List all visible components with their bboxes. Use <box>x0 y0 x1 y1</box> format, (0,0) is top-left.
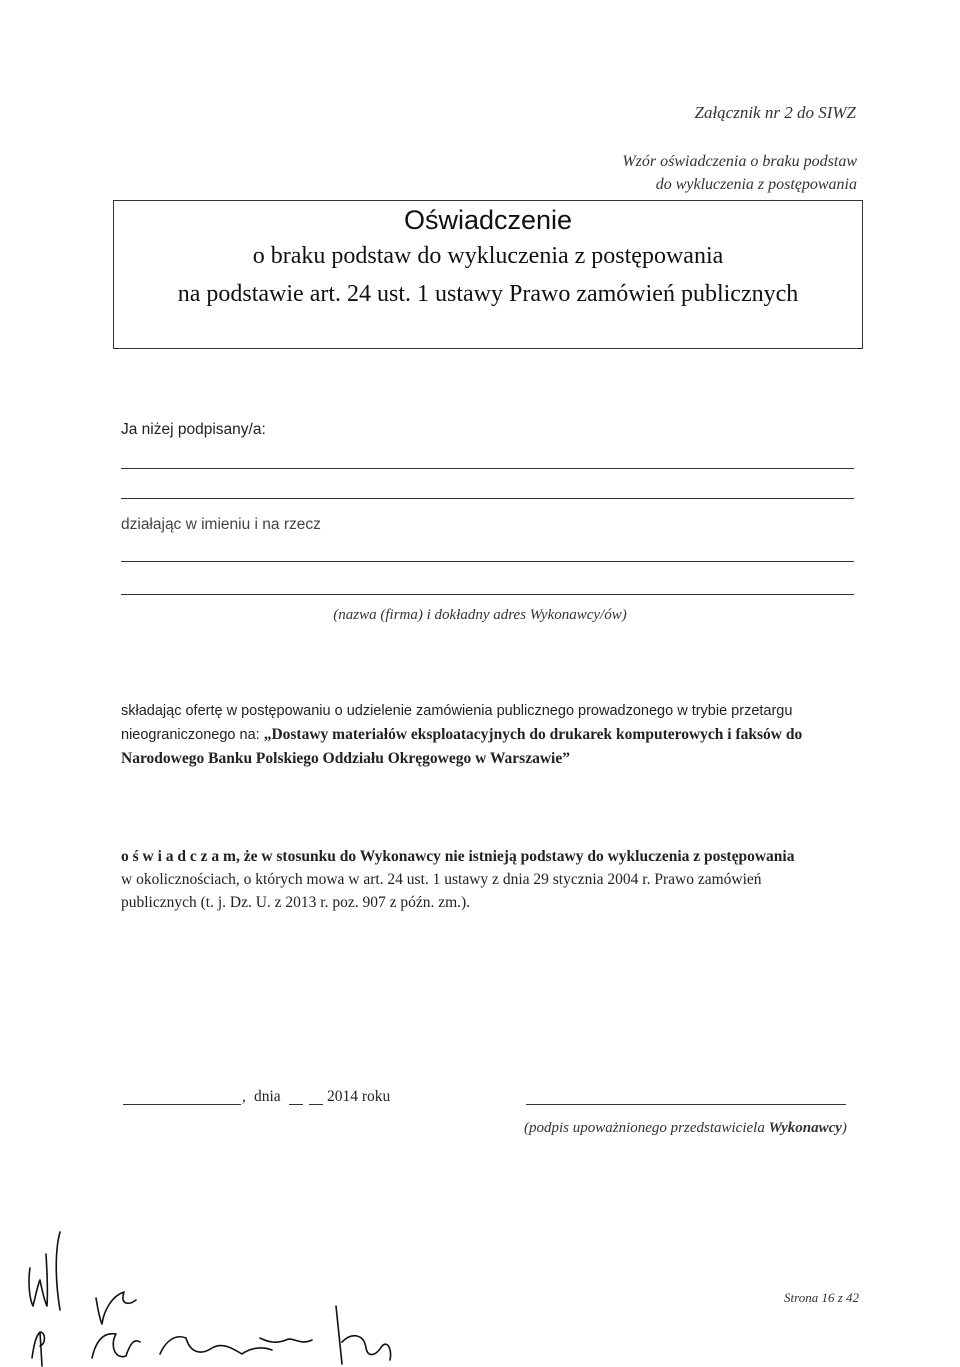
place-comma: , <box>242 1088 246 1105</box>
signer-name-line-1[interactable] <box>121 468 854 469</box>
page-number: Strona 16 z 42 <box>784 1290 859 1305</box>
template-note <box>537 150 857 196</box>
signature-caption-suffix: ) <box>841 1120 847 1136</box>
tender-name-part1: „Dostawy materiałów eksploatacyjnych do drukarek komputerowych i faksów do <box>263 726 803 743</box>
signature-caption-prefix: (podpis upoważnionego przedstawiciela <box>524 1120 769 1136</box>
document-subtitle-line2: na podstawie art. 24 ust. 1 ustawy Prawo zamówień publicznych <box>177 281 799 307</box>
signature-caption-bold: Wykonawcy <box>768 1120 842 1136</box>
offer-line2 <box>121 723 859 747</box>
declaration-line1: o ś w i a d c z a m, że w stosunku do Wykonawcy nie istnieją podstawy do wykluczenia z postępowania <box>121 848 795 865</box>
handwritten-signatures <box>0 1220 460 1367</box>
contractor-line-1[interactable] <box>121 561 854 562</box>
document-subtitle-line1: o braku podstaw do wykluczenia z postępowania <box>252 243 724 269</box>
signature-3 <box>260 1338 312 1342</box>
document-title: Oświadczenie <box>403 205 573 235</box>
title-box <box>113 200 863 349</box>
place-line[interactable] <box>123 1104 241 1105</box>
initials-stroke <box>56 1232 60 1310</box>
initials-mark-2 <box>32 1332 45 1366</box>
offer-line1: składając ofertę w postępowaniu o udzielenie zamówienia publicznego prowadzonego w trybie przetargu <box>121 703 793 719</box>
signature-2a <box>92 1334 140 1358</box>
signature-line[interactable] <box>526 1104 846 1105</box>
signature-1 <box>96 1292 136 1324</box>
signature-2b <box>160 1337 272 1354</box>
year-label: 2014 roku <box>327 1088 391 1105</box>
offer-paragraph <box>121 700 859 770</box>
signature-4 <box>336 1306 391 1364</box>
contractor-caption: (nazwa (firma) i dokładny adres Wykonawcy/ów) <box>333 607 627 623</box>
date-label: dnia <box>254 1088 281 1105</box>
acting-label: działając w imieniu i na rzecz <box>121 516 321 533</box>
tender-name-part2: Narodowego Banku Polskiego Oddziału Okręgowego w Warszawie” <box>121 750 570 767</box>
day-line[interactable] <box>289 1104 303 1105</box>
signer-label: Ja niżej podpisany/a: <box>121 421 266 438</box>
declaration-line3: publicznych (t. j. Dz. U. z 2013 r. poz. 907 z późn. zm.). <box>121 894 471 911</box>
offer-line2-prefix: nieograniczonego na: <box>121 727 264 743</box>
initials-mark-1 <box>29 1254 47 1306</box>
template-note-line1: Wzór oświadczenia o braku podstaw <box>622 153 857 170</box>
contractor-line-2[interactable] <box>121 594 854 595</box>
declaration-line2: w okolicznościach, o których mowa w art. 24 ust. 1 ustawy z dnia 29 stycznia 2004 r. Prawo zamówień <box>121 871 762 888</box>
month-line[interactable] <box>309 1104 323 1105</box>
signature-caption <box>524 1120 847 1137</box>
declaration-paragraph <box>121 845 859 914</box>
template-note-line2: do wykluczenia z postępowania <box>655 176 857 193</box>
attachment-label: Załącznik nr 2 do SIWZ <box>694 103 856 122</box>
signer-name-line-2[interactable] <box>121 498 854 499</box>
